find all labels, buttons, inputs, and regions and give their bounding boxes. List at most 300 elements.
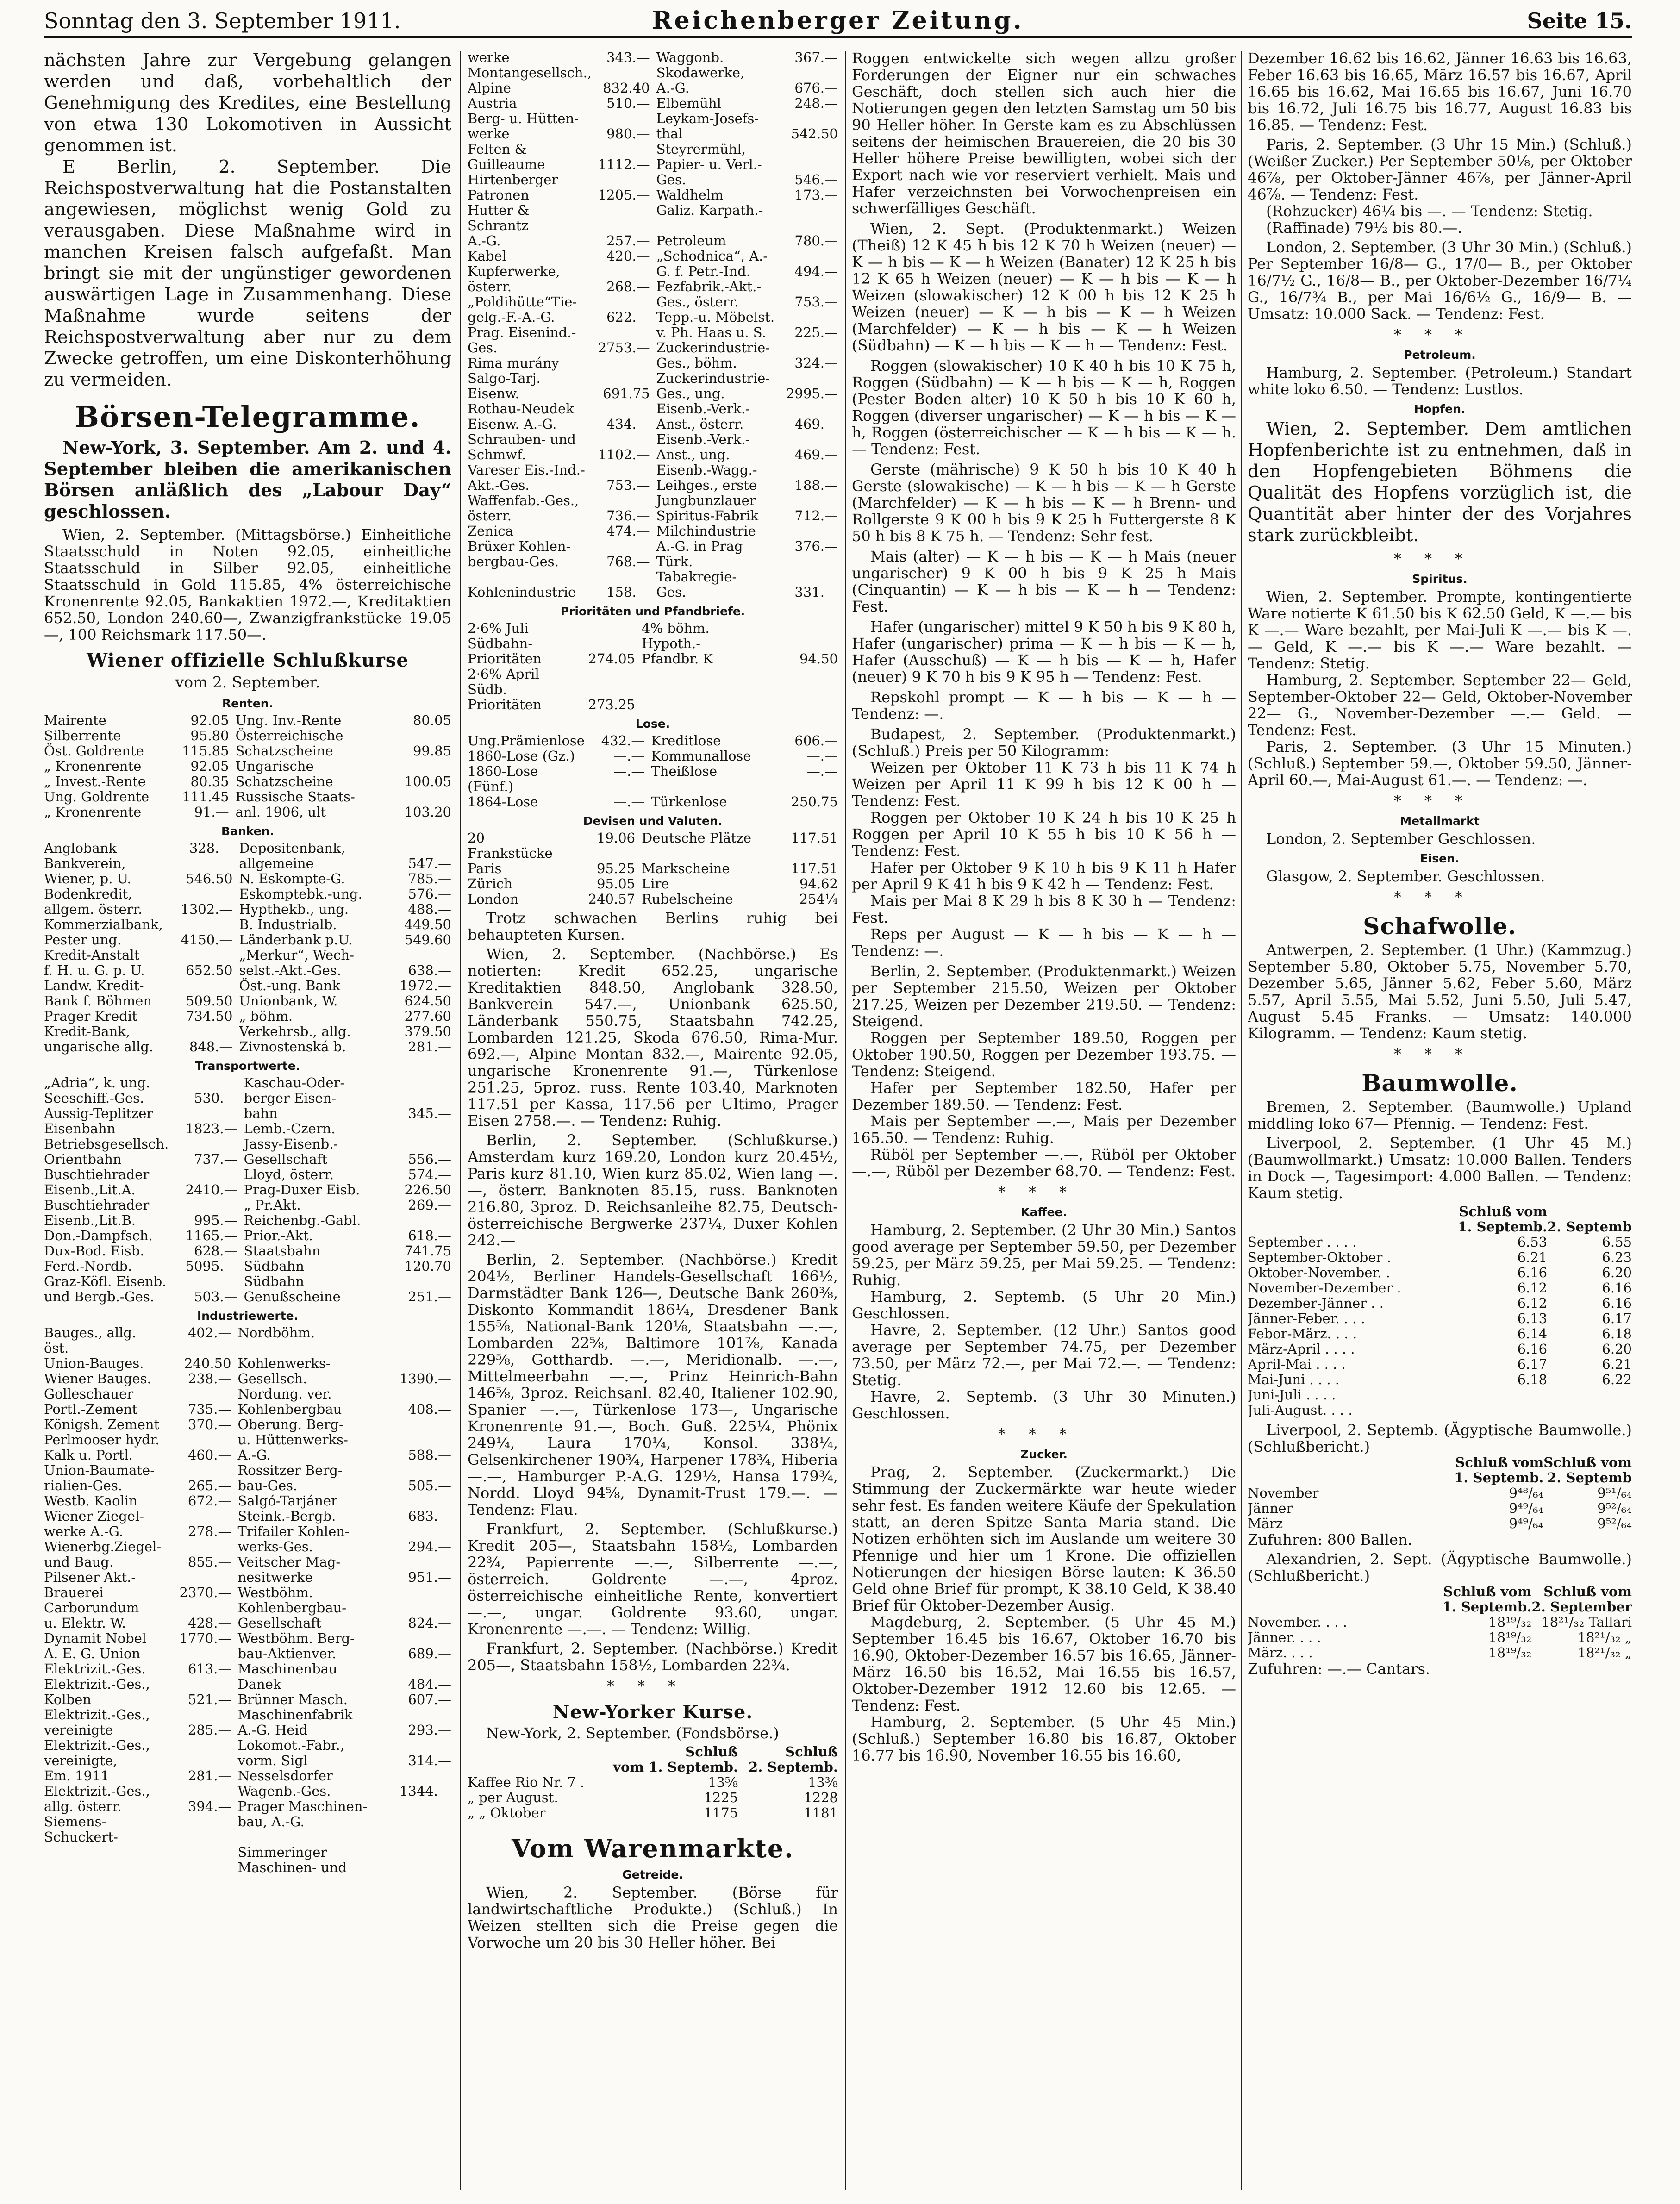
table-cell <box>161 1539 237 1555</box>
table-cell: 95.25 <box>596 861 635 876</box>
table-cell: Kohlenbergbau- <box>237 1600 347 1616</box>
table-row <box>44 871 451 887</box>
table-row <box>468 830 838 861</box>
table-row <box>468 447 838 462</box>
table-cell: Ungarische <box>235 758 314 774</box>
table-row <box>44 1723 451 1738</box>
table-cell: 379.50 <box>404 1024 451 1039</box>
table-cell: 1102.— <box>598 447 650 462</box>
table-cell <box>642 667 768 697</box>
subsection-heading: New-Yorker Kurse. <box>552 1701 753 1723</box>
table-cell: Felten & <box>468 141 527 157</box>
table-cell <box>592 493 656 508</box>
news-item: Frankfurt, 2. September. (Schlußkurse.) Kredit 205—, Staatsbahn 158½, Lombarden 22¾, Papierrente —.—, Silberrente —.—, österreich. Goldrente —.—, 4proz. österreichische einheitliche Rente, konvertiert —.—, ungar. Goldrente 93.60, ungar. Kronenrente —.—. — Tendenz: Willig. <box>468 1520 838 1638</box>
table-cell: 13⅝ <box>708 1774 738 1790</box>
table-cell: 238.— <box>187 1371 231 1386</box>
table-cell <box>375 1707 451 1723</box>
table-cell <box>592 264 656 279</box>
table-cell: 1860-Lose (Fünf.) <box>468 763 538 794</box>
table-cell <box>592 432 656 447</box>
table-cell: Ung. Inv.-Rente <box>235 712 342 728</box>
section-divider: *** <box>1394 792 1486 810</box>
table-cell: 432.— <box>601 733 645 749</box>
table-cell: 18¹⁹/₃₂ <box>1488 1645 1532 1661</box>
table-cell: 6.16 <box>1517 1265 1548 1280</box>
table-cell: 18²¹/₃₂ „ <box>1577 1645 1632 1661</box>
table-row <box>44 1845 451 1860</box>
table-cell: 420.— <box>606 248 650 264</box>
table-row <box>44 1799 451 1814</box>
table-cell <box>1458 1403 1547 1418</box>
table-cell: Markscheine <box>642 861 730 876</box>
table-cell: Portl.-Zement <box>44 1401 137 1417</box>
table-row <box>468 861 838 876</box>
table-cell: Schluß <box>785 1744 838 1760</box>
table-row <box>44 789 451 805</box>
table-cell <box>776 340 838 356</box>
table-cell <box>375 1799 451 1814</box>
table-cell <box>375 1814 451 1845</box>
table-cell: Länderbank p.U. <box>239 932 353 948</box>
table-cell <box>375 1386 451 1402</box>
table-cell: u. Elektr. W. <box>44 1615 126 1631</box>
table-cell <box>592 203 656 233</box>
table-cell: 1972.— <box>399 978 451 993</box>
table-heading: Eisen. <box>1420 852 1460 865</box>
table-cell: 13⅜ <box>807 1774 838 1790</box>
table-cell <box>44 1845 161 1860</box>
table-cell: 6.23 <box>1602 1249 1632 1265</box>
table-cell: A.-G. <box>237 1447 271 1463</box>
table-cell: Genußscheine <box>244 1289 341 1305</box>
table-cell: 547.— <box>408 855 451 871</box>
table-cell: Ges. <box>656 584 687 600</box>
table-cell: Schatzscheine <box>235 774 333 789</box>
market-report: (Rohzucker) 46¼ bis —. — Tendenz: Stetig. <box>1266 202 1593 220</box>
table-cell: 281.— <box>187 1768 231 1784</box>
table-cell: Zenica <box>468 523 513 539</box>
table-cell: —.— <box>806 748 838 764</box>
table-row <box>1248 1250 1632 1265</box>
table-cell: Eisenb.-Verk.- <box>656 401 750 417</box>
table-cell: 277.60 <box>404 1008 451 1024</box>
table-cell: 2. Septemb. <box>749 1759 838 1775</box>
market-report: Liverpool, 2. September. (1 Uhr 45 M.) (Baumwollmarkt.) Umsatz: 10.000 Ballen. Tenders in Dock —, Tagesimport: 4.000 Ballen. — Tendenz: Kaum stetig. <box>1248 1134 1632 1202</box>
table-cell: Kohlenindustrie <box>468 584 576 600</box>
table-header-row <box>1248 1599 1632 1615</box>
table-cell <box>375 1768 451 1784</box>
table-cell: Orientbahn <box>44 1151 122 1167</box>
table-cell <box>161 1432 237 1448</box>
table-cell: Eisenb.-Wagg.- <box>656 462 757 478</box>
table-row <box>1248 1630 1632 1645</box>
table-cell <box>377 1213 451 1228</box>
table-row <box>1248 1516 1632 1531</box>
table-cell <box>163 978 239 993</box>
table-cell: vereinigte, <box>44 1753 118 1768</box>
table-cell: 434.— <box>606 416 650 432</box>
table-cell: 80.35 <box>190 774 229 789</box>
table-cell: Kaffee Rio Nr. 7 . <box>468 1774 585 1790</box>
table-cell: 449.50 <box>404 917 451 932</box>
table-cell <box>1458 1387 1547 1403</box>
table-cell <box>169 1274 244 1289</box>
table-cell: 324.— <box>794 355 838 371</box>
article-paragraph: nächsten Jahre zur Vergebung gelangen werden und daß, vorbehaltlich der Genehmigung des Kredites, eine Bestellung von etwa 130 Lokomotiven in Aussicht genommen ist. <box>44 50 451 156</box>
table-cell: Reichenbg.-Gabl. <box>244 1212 361 1228</box>
table-cell: vereinigte <box>44 1722 113 1738</box>
table-cell <box>1547 1204 1632 1219</box>
table-cell: 6.16 <box>1517 1341 1548 1357</box>
article-paragraph: E Berlin, 2. September. Die Reichspostverwaltung hat die Postanstalten angewiesen, möglichst wenig Gold zu verausgaben. Diese Maßnahme wird in manchen Kreisen falsch aufgefaßt. Man bringt sie mit der ungünstiger gewordenen auswärtigen Lage in Zusammenhang. Diese Maßnahme wurde seitens der Reichspostverwaltung aber nur zu dem Zwecke getroffen, um eine Diskonterhöhung zu vermeiden. <box>44 156 451 390</box>
table-cell: 240.50 <box>184 1355 231 1371</box>
table-cell: November <box>1248 1485 1319 1501</box>
table-row <box>44 1009 451 1024</box>
table-cell: 4150.— <box>181 932 233 948</box>
news-item: Trotz schwachen Berlins ruhig bei behaupteten Kursen. <box>468 909 838 943</box>
table-cell: Prioritäten <box>468 651 542 667</box>
table-cell <box>1248 1470 1454 1486</box>
table-cell: Maschinenbau <box>237 1661 337 1677</box>
table-row <box>468 65 838 81</box>
table-row <box>44 1289 451 1305</box>
table-cell: 6.20 <box>1602 1341 1632 1357</box>
table-cell: 6.16 <box>1602 1295 1632 1311</box>
market-report: Hafer per September 182.50, Hafer per Dezember 189.50. — Tendenz: Fest. <box>852 1079 1236 1113</box>
table-cell: 6.21 <box>1602 1356 1632 1372</box>
table-cell: Ges., ung. <box>656 386 725 401</box>
table-cell: Union-Baumate- <box>44 1462 155 1478</box>
table-cell: bergbau-Ges. <box>468 554 559 569</box>
table-cell: 1165.— <box>185 1228 237 1243</box>
table-cell: 117.51 <box>791 830 838 846</box>
table-row <box>1248 1372 1632 1387</box>
market-report: (Raffinade) 79½ bis 80.—. <box>1266 219 1462 237</box>
market-report: Roggen per September 189.50, Roggen per Oktober 190.50, Roggen per Dezember 193.75. — Tendenz: Steigend. <box>852 1029 1236 1080</box>
table-cell: 251.— <box>408 1289 451 1305</box>
table-cell: 285.— <box>187 1722 231 1738</box>
table-row <box>468 157 838 172</box>
table-row <box>44 1493 451 1509</box>
table-cell: Waffenfab.-Ges., <box>468 493 579 508</box>
table-cell: Spiritus-Fabrik <box>656 508 759 524</box>
table-row <box>44 1198 451 1213</box>
table-header-row <box>1248 1204 1632 1219</box>
table-heading: Spiritus. <box>1412 572 1468 586</box>
table-cell: Wiener, p. U. <box>44 871 131 887</box>
table-cell: B. Industrialb. <box>239 917 337 932</box>
table-cell: „Adria“, k. ung. <box>44 1075 150 1091</box>
news-item: Wien, 2. September. (Mittagsbörse.) Einheitliche Staatsschuld in Noten 92.05, einheitliche Staatsschuld in Silber 92.05, einheitliche Staatsschuld in Gold 115.85, 4% österreichische Kronenrente 92.05, Bankaktien 1972.—, Kreditaktien 652.50, London 240.60—, Zwanzigfrankstücke 19.05—, 100 Reichsmark 117.50—. <box>44 526 451 643</box>
column-1 <box>44 50 451 1875</box>
table-row <box>44 1539 451 1555</box>
table-row <box>468 554 838 585</box>
section-heading: Baumwolle. <box>1361 1069 1518 1097</box>
table-cell: 115.85 <box>182 743 229 759</box>
table-cell: Patronen <box>468 187 529 203</box>
table-cell: 622.— <box>606 309 650 325</box>
table-cell: Maschinen- und <box>237 1860 347 1875</box>
market-report: Mais (alter) — K — h bis — K — h Mais (neuer ungarischer) 9 K 00 h bis 9 K 25 h Mais (Cinquantin) — K — h bis — K — h — Tendenz: Fest. <box>852 548 1236 615</box>
table-cell <box>592 294 656 310</box>
table-cell <box>375 1585 451 1600</box>
table-cell <box>161 1463 237 1478</box>
table-cell: 2·6% Juli Südbahn- <box>468 620 533 651</box>
table-cell: allgem. österr. <box>44 901 143 917</box>
table-row <box>468 371 838 386</box>
market-report: Roggen (slowakischer) 10 K 40 h bis 10 K 75 h, Roggen (Südbahn) — K — h bis — K — h, Roggen (Pester Boden alter) 10 K 50 h bis 10 K 60 h, Roggen (diverser ungarischer) — K — h bis — K — h, Roggen (österreichischer — K — h bis — K — h. — Tendenz: Fest. <box>852 357 1236 458</box>
table-cell: Elektrizit.-Ges., <box>44 1676 150 1692</box>
table-cell: Brauerei <box>44 1585 104 1600</box>
news-item: Berlin, 2. September. (Nachbörse.) Kredit 204½, Berliner Handels-Gesellschaft 166½, Darmstädter Bank 126—, Deutsche Bank 260⅜, Diskonto Kommandit 186¼, Dresdener Bank 155⅝, National-Bank 120⅛, Staatsbahn —.—, Lombarden 22⅝, Baltimore 101⅞, Kanada 229⅝, Gotthardb. —.—, Meridionalb. —.—, Mittelmeerbahn —.—, Prinz Heinrich-Bahn 146⅝, 3proz. Reichsanl. 82.40, Italiener 102.90, Spanier —.—, Türkenlose 173—, Ungarische Kronenrente 91.—, Boch. Guß. 225¼, Phönix 249¼, Laura 170¼, Konsol. 338¼, Gelsenkirchener 190¾, Harpener 178¾, Hiberia —.—, Hamburger P.-A.G. 129½, Hansa 179¾, Nordd. Lloyd 94⅝, Dynamit-Trust 179.—. — Tendenz: Flau. <box>468 1251 838 1518</box>
subsection-date: vom 2. September. <box>175 673 320 691</box>
table-cell: 638.— <box>408 962 451 978</box>
quote-table <box>44 841 451 1055</box>
table-row <box>468 142 838 157</box>
table-header-row <box>1248 1584 1632 1599</box>
table-cell: 94.50 <box>799 651 838 667</box>
market-report: Hafer per Oktober 9 K 10 h bis 9 K 11 h Hafer per April 9 K 41 h bis 9 K 42 h — Tendenz: Fest. <box>852 859 1236 893</box>
table-cell <box>374 789 451 805</box>
news-item: Roggen entwickelte sich wegen allzu großer Forderungen der Eigner nur ein schwaches Geschäft, doch stellen sich auch hier die Notierungen gegen den letzten Samstag um 50 bis 90 Heller höher. In Gerste kam es zu Abschlüssen seitens der heimischen Brauereien, die 20 bis 30 Heller höhere Preise bewilligten, wobei sich der Export nach wie vor reserviert verhielt. Mais und Hafer verzeichnsten bei Vorwochenpreisen ein schwerfälliges Geschäft. <box>852 50 1236 217</box>
table-cell: Carborundum <box>44 1600 139 1616</box>
table-row <box>468 667 838 697</box>
table-cell: 95.05 <box>596 876 635 892</box>
table-cell: 18¹⁹/₃₂ <box>1488 1630 1532 1645</box>
table-cell: A.-G. <box>468 233 501 249</box>
table-cell: Eisenb.,Lit.A. <box>44 1182 136 1198</box>
table-row <box>1248 1615 1632 1630</box>
table-cell: Waggonb. <box>656 50 724 65</box>
market-report: London, 2. September. (3 Uhr 30 Min.) (Schluß.) Per September 16/8— G., 17/0— B., per Oktober 16/7½ G., 16/8— B., per Oktober-Dezember 16/7¼ G., 16/7¾ B., per Mai 16/6½ G., 16/9— B. — Umsatz: 10.000 Sack. — Tendenz: Fest. <box>1248 238 1632 323</box>
table-row <box>468 187 838 203</box>
table-cell <box>377 1136 451 1152</box>
table-cell: Elektrizit.-Ges., <box>44 1737 150 1753</box>
table-cell: nesitwerke <box>237 1569 313 1585</box>
table-cell: 9⁴⁸/₆₄ <box>1509 1485 1544 1501</box>
table-cell: 95.80 <box>190 728 229 743</box>
table-cell: bau-Aktienver. <box>237 1646 337 1661</box>
table-row <box>44 1784 451 1799</box>
table-cell: Hirtenberger <box>468 172 558 187</box>
table-cell: Lloyd, österr. <box>244 1167 334 1182</box>
table-cell: Waldhelm <box>656 187 724 203</box>
table-cell <box>375 1661 451 1677</box>
table-cell: Kupferwerke, <box>468 263 560 279</box>
table-row <box>468 621 838 651</box>
table-cell: 80.05 <box>412 712 451 728</box>
table-cell: —.— <box>613 763 645 779</box>
table-cell: österr. <box>468 508 512 524</box>
table-cell: Berg- u. Hütten- <box>468 111 579 126</box>
table-cell: 676.— <box>794 80 838 96</box>
table-cell: Kaschau-Oder- <box>244 1075 345 1091</box>
table-cell <box>776 142 838 157</box>
table-cell: 546.50 <box>185 871 233 887</box>
table-cell: 370.— <box>187 1417 231 1432</box>
table-cell: Zuckerindustrie- <box>656 370 770 386</box>
table-cell: Südbahn <box>244 1274 304 1289</box>
page-header <box>44 4 1632 38</box>
table-cell: Lokomot.-Fabr., <box>237 1737 344 1753</box>
market-report: Glasgow, 2. September. Geschlossen. <box>1266 868 1545 885</box>
table-row <box>44 1386 451 1402</box>
market-report: Hamburg, 2. September. (2 Uhr 30 Min.) Santos good average per September 59.50, per Dezember 59.25, per März 59.25, per Mai 59.25. — Tendenz: Ruhig. <box>852 1221 1236 1289</box>
table-row <box>1248 1235 1632 1250</box>
table-cell: Aussig-Teplitzer <box>44 1105 153 1121</box>
market-report: Hamburg, 2. September. (Petroleum.) Standart white loko 6.50. — Tendenz: Lustlos. <box>1248 364 1632 398</box>
table-cell: 281.— <box>408 1039 451 1055</box>
table-cell: 9⁵²/₆₄ <box>1597 1500 1632 1516</box>
table-cell: Verkehrsb., allg. <box>239 1024 351 1039</box>
table-cell: 737.— <box>194 1151 237 1167</box>
table-cell: Türkenlose <box>651 794 727 810</box>
column-rule <box>845 51 846 2190</box>
table-row <box>44 1417 451 1432</box>
market-report: Hamburg, 2. September. (5 Uhr 45 Min.) (Schluß.) September 16.80 bis 16.87, Oktober 16.77 bis 16.90, November 16.55 bis 16.60, <box>852 1713 1236 1764</box>
table-cell <box>375 1417 451 1432</box>
column-3 <box>852 50 1236 1764</box>
table-cell: März-April . . . . <box>1248 1341 1355 1357</box>
section-heading: Börsen-Telegramme. <box>75 400 421 434</box>
table-cell: 753.— <box>606 477 650 493</box>
table-cell: Bodenkredit, <box>44 886 132 902</box>
table-cell <box>375 1860 451 1875</box>
table-cell: Kolben <box>44 1692 92 1707</box>
table-cell <box>1547 1387 1632 1403</box>
table-cell <box>592 356 656 371</box>
table-cell: 6.13 <box>1517 1311 1548 1326</box>
table-row <box>44 1860 451 1875</box>
table-row <box>44 713 451 728</box>
table-cell: 2. Septemb <box>1547 1470 1632 1486</box>
table-cell <box>374 728 451 743</box>
section-divider: *** <box>1394 550 1486 568</box>
market-report: Dezember 16.62 bis 16.62, Jänner 16.63 bis 16.63, Feber 16.63 bis 16.65, März 16.57 bis 16.67, April 16.65 bis 16.62, Mai 16.65 bis 16.67, Juni 16.70 bis 16.72, Juli 16.75 bis 16.77, August 16.83 bis 16.85. — Tendenz: Fest. <box>1248 50 1632 134</box>
table-cell <box>776 462 838 478</box>
table-row <box>468 697 838 712</box>
table-row <box>44 759 451 774</box>
table-cell <box>776 432 838 447</box>
table-cell: Wiener Ziegel- <box>44 1508 144 1524</box>
table-cell: Salgo-Tarj. <box>468 370 541 386</box>
table-cell: 1. Septemb. <box>1454 1470 1544 1486</box>
table-row <box>468 524 838 539</box>
table-cell: Austria <box>468 95 517 111</box>
table-row <box>44 1631 451 1646</box>
table-cell: Ges. <box>656 172 687 187</box>
table-row <box>1248 1265 1632 1280</box>
table-row <box>1248 1645 1632 1661</box>
table-cell <box>1248 1584 1442 1599</box>
table-cell <box>375 948 451 963</box>
table-row <box>44 1121 451 1136</box>
table-cell: Westböhm. <box>237 1585 313 1600</box>
table-cell: 265.— <box>187 1478 231 1493</box>
table-cell: 753.— <box>794 294 838 310</box>
table-row <box>44 1024 451 1039</box>
table-cell: 1302.— <box>181 901 233 917</box>
table-cell <box>377 1274 451 1289</box>
table-cell: Prager Kredit <box>44 1008 137 1024</box>
table-cell: Hypthekb., ung. <box>239 901 349 917</box>
table-cell: 995.— <box>194 1212 237 1228</box>
table-cell: September-Oktober . <box>1248 1249 1391 1265</box>
table-cell: 1175 <box>704 1805 738 1821</box>
news-item: Berlin, 2. September. (Schlußkurse.) Amsterdam kurz 169.20, London kurz 20.45½, Paris kurz 81.10, Wien kurz 85.02, Wien lang —.—, österr. Banknoten 85.15, russ. Banknoten 216.80, 3proz. D. Reichsanleihe 82.75, Deutsch-österreichische Bergwerke 237¼, Duxer Kohlen 242.— <box>468 1131 838 1249</box>
market-report: Reps per August — K — h bis — K — h — Tendenz: —. <box>852 925 1236 960</box>
table-cell: 1205.— <box>598 187 650 203</box>
table-cell <box>161 1784 237 1799</box>
news-item: New-York, 2. September. (Fondsbörse.) <box>486 1724 779 1742</box>
table-row <box>44 1259 451 1274</box>
table-row <box>44 1228 451 1243</box>
table-cell <box>161 1386 237 1402</box>
table-cell: 394.— <box>187 1798 231 1814</box>
table-cell <box>571 667 642 697</box>
table-cell <box>377 1091 451 1106</box>
table-cell: rialien-Ges. <box>44 1478 123 1493</box>
table-cell: Salgó-Tarjáner <box>237 1493 337 1509</box>
page-number: Seite 15. <box>1527 8 1632 33</box>
table-row <box>468 172 838 187</box>
table-cell: 294.— <box>408 1539 451 1555</box>
table-cell: Russische Staats- <box>235 789 355 805</box>
table-row <box>44 1091 451 1106</box>
table-cell: 2410.— <box>185 1182 237 1198</box>
table-cell: 6.18 <box>1602 1326 1632 1342</box>
table-cell: 278.— <box>187 1523 231 1539</box>
table-cell: berger Eisen- <box>244 1090 337 1106</box>
table-cell: Silberrente <box>44 728 121 743</box>
table-row <box>468 733 838 749</box>
table-row <box>44 1136 451 1152</box>
table-cell: 824.— <box>408 1615 451 1631</box>
table-cell <box>161 1707 237 1723</box>
quote-table <box>468 830 838 907</box>
quote-table <box>1248 1455 1632 1531</box>
table-row <box>468 310 838 325</box>
table-row <box>44 978 451 993</box>
market-report: Bremen, 2. September. (Baumwolle.) Upland middling loko 67— Pfennig. — Tendenz: Fest. <box>1248 1098 1632 1132</box>
table-cell <box>776 65 838 81</box>
table-cell: 94.62 <box>799 876 838 892</box>
table-cell: bau, A.-G. <box>237 1814 305 1829</box>
market-report: Zufuhren: —.— Cantars. <box>1248 1660 1430 1677</box>
table-cell: Papier- u. Verl.- <box>656 156 762 172</box>
table-cell: Union-Bauges. <box>44 1355 144 1371</box>
table-heading: Industriewerte. <box>197 1309 299 1323</box>
table-header-row <box>1248 1470 1632 1486</box>
table-cell: Febor-März. . . . <box>1248 1326 1357 1342</box>
table-cell: werks-Ges. <box>237 1539 313 1555</box>
table-cell: Ung.Prämienlose <box>468 733 585 749</box>
table-cell: 691.75 <box>603 386 650 401</box>
table-cell: 6.12 <box>1517 1295 1548 1311</box>
table-row <box>468 1790 838 1805</box>
table-cell: 293.— <box>408 1722 451 1738</box>
table-cell: 652.50 <box>185 962 233 978</box>
table-cell <box>1248 1599 1442 1615</box>
table-row <box>468 478 838 493</box>
quote-table <box>1248 1584 1632 1661</box>
table-row <box>1248 1387 1632 1403</box>
table-cell: 345.— <box>408 1105 451 1121</box>
table-cell: 474.— <box>606 523 650 539</box>
table-header-row <box>468 1744 838 1760</box>
table-cell: werke A.-G. <box>44 1523 124 1539</box>
table-cell: Kohlenbergbau <box>237 1401 342 1417</box>
